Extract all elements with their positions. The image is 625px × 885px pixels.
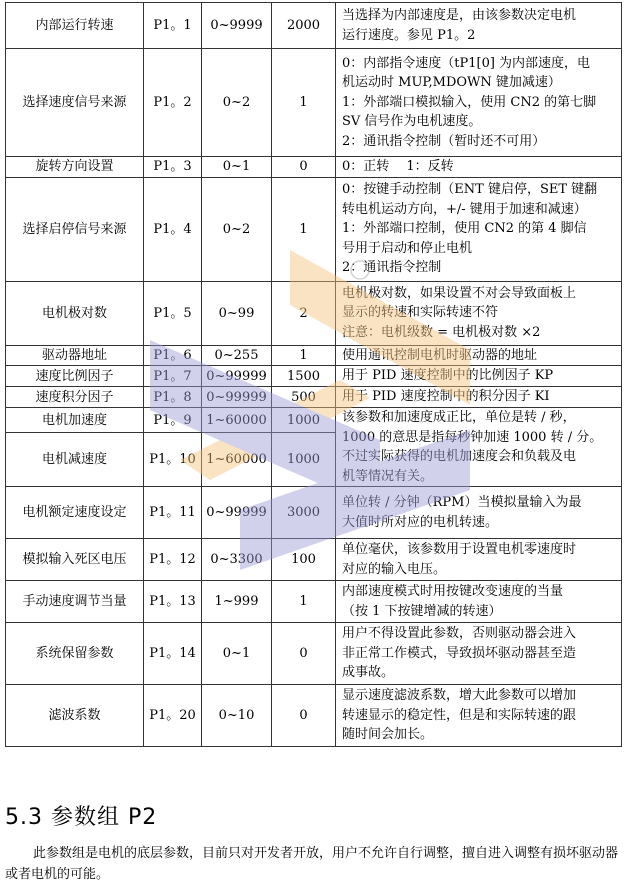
description-line: 大值时所对应的电机转速。: [342, 514, 499, 530]
description-line: 0：正转 1：反转: [342, 159, 454, 174]
table-row: [6, 281, 622, 345]
parameter-name: 滤波系数: [6, 685, 144, 747]
parameter-default: 1000: [272, 433, 336, 487]
parameter-range: 0~255: [202, 345, 272, 366]
description-line: （按 1 下按键增减的转速）: [342, 603, 502, 619]
table-row: [6, 366, 622, 387]
description-line: 运行速度。参见 P1。2: [342, 27, 476, 43]
table-row: [6, 387, 622, 408]
description-line: 转电机运动方向，+/- 键用于加速和减速）: [342, 201, 587, 217]
parameter-range: 1~60000: [202, 433, 272, 487]
parameter-default: 1500: [272, 366, 336, 387]
description-line: 显示的转速和实际转速不符: [342, 305, 499, 321]
section-heading: 5.3 参数组 P2: [5, 805, 158, 830]
parameter-range: 0~10: [202, 685, 272, 747]
parameter-name: 电机加速度: [6, 408, 144, 433]
parameter-description: [336, 281, 622, 345]
parameter-name: 手动速度调节当量: [6, 581, 144, 623]
description-line: 号用于启动和停止电机: [342, 240, 473, 256]
parameter-code: P1。7: [144, 366, 202, 387]
parameter-name: 速度积分因子: [6, 387, 144, 408]
parameter-range: 0~1: [202, 157, 272, 178]
parameter-code: P1。13: [144, 581, 202, 623]
table-row: [6, 487, 622, 539]
parameter-description: [336, 685, 622, 747]
description-line: 0：按键手动控制（ENT 键启停，SET 键翻: [342, 182, 598, 198]
parameter-name: 选择速度信号来源: [6, 49, 144, 157]
description-line: SV 信号作为电机速度。: [342, 114, 482, 130]
description-line: 不过实际获得的电机加速度会和负载及电: [342, 449, 577, 464]
parameter-default: 1: [272, 49, 336, 157]
parameter-description: [336, 487, 622, 539]
parameter-description: [336, 177, 622, 281]
parameter-code: P1。10: [144, 433, 202, 487]
parameter-name: 驱动器地址: [6, 345, 144, 366]
parameter-default: 100: [272, 539, 336, 581]
parameter-description: [336, 623, 622, 685]
table-row: [6, 408, 622, 433]
parameter-description: [336, 3, 622, 49]
parameter-range: 0~99999: [202, 487, 272, 539]
parameter-name: 电机极对数: [6, 281, 144, 345]
parameter-description: [336, 539, 622, 581]
parameter-table: [5, 2, 622, 747]
parameter-description: [336, 581, 622, 623]
description-line: 0：内部指令速度（tP1[0] 为内部速度，电: [342, 55, 591, 71]
parameter-code: P1。4: [144, 177, 202, 281]
description-line: 1：外部端口模拟输入，使用 CN2 的第七脚: [342, 94, 597, 110]
description-line: 转速显示的稳定性，但是和实际转速的跟: [342, 707, 577, 723]
table-row: [6, 345, 622, 366]
parameter-range: 0~9999: [202, 3, 272, 49]
description-line: 非正常工作模式，导致损坏驱动器甚至造: [342, 645, 577, 661]
parameter-default: 0: [272, 623, 336, 685]
parameter-code: P1。8: [144, 387, 202, 408]
parameter-default: 2000: [272, 3, 336, 49]
parameter-default: 1: [272, 177, 336, 281]
parameter-range: 0~2: [202, 177, 272, 281]
parameter-name: 旋转方向设置: [6, 157, 144, 178]
parameter-name: 电机额定速度设定: [6, 487, 144, 539]
parameter-code: P1。3: [144, 157, 202, 178]
description-line: 当选择为内部速度是，由该参数决定电机: [342, 8, 577, 23]
description-line: 电机极对数，如果设置不对会导致面板上: [342, 285, 577, 301]
parameter-code: P1。11: [144, 487, 202, 539]
table-row: [6, 157, 622, 178]
description-line: 该参数和加速度成正比，单位是转 / 秒，: [342, 410, 576, 425]
table-row: [6, 539, 622, 581]
parameter-range: 1~999: [202, 581, 272, 623]
parameter-code: P1。12: [144, 539, 202, 581]
parameter-name: 系统保留参数: [6, 623, 144, 685]
table-row: [6, 49, 622, 157]
parameter-code: P1。6: [144, 345, 202, 366]
parameter-name: 选择启停信号来源: [6, 177, 144, 281]
parameter-range: 0~2: [202, 49, 272, 157]
parameter-name: 内部运行转速: [6, 3, 144, 49]
parameter-description: [336, 157, 622, 178]
table-row: [6, 581, 622, 623]
parameter-range: 0~1: [202, 623, 272, 685]
description-line: 随时间会加长。: [342, 727, 434, 743]
description-line: 使用通讯控制电机时驱动器的地址: [342, 347, 538, 363]
parameter-default: 0: [272, 685, 336, 747]
description-line: 2：通讯指令控制: [342, 260, 442, 276]
parameter-description: [336, 49, 622, 157]
parameter-name: 速度比例因子: [6, 366, 144, 387]
description-line: 单位转 / 分钟（RPM）当模拟量输入为最: [342, 495, 582, 510]
parameter-description: [336, 387, 622, 408]
description-line: 机等情况有关。: [342, 468, 434, 484]
description-line: 显示速度滤波系数，增大此参数可以增加: [342, 688, 577, 704]
parameter-default: 1: [272, 581, 336, 623]
parameter-range: 0~3300: [202, 539, 272, 581]
parameter-default: 500: [272, 387, 336, 408]
section-paragraph: 此参数组是电机的底层参数，目前只对开发者开放，用户不允许自行调整，擅自进入调整有损坏驱动器或者电机的可能。: [5, 846, 619, 882]
parameter-default: 3000: [272, 487, 336, 539]
parameter-description: [336, 366, 622, 387]
description-line: 1：外部端口控制，使用 CN2 的第 4 脚信: [342, 221, 587, 237]
description-line: 机运动时 MUP,MDOWN 键加减速）: [342, 75, 561, 91]
table-row: [6, 623, 622, 685]
description-line: 用于 PID 速度控制中的比例因子 KP: [342, 368, 554, 384]
parameter-range: 1~60000: [202, 408, 272, 433]
description-line: 1000 的意思是指每秒钟加速 1000 转 / 分。: [342, 429, 603, 445]
parameter-default: 1000: [272, 408, 336, 433]
parameter-code: P1。14: [144, 623, 202, 685]
parameter-range: 0~99999: [202, 387, 272, 408]
description-line: 2：通讯指令控制（暂时还不可用）: [342, 133, 546, 149]
parameter-code: P1。2: [144, 49, 202, 157]
parameter-code: P1。20: [144, 685, 202, 747]
table-row: [6, 177, 622, 281]
table-row: [6, 3, 622, 49]
parameter-description-shared: [336, 408, 622, 487]
parameter-name: 模拟输入死区电压: [6, 539, 144, 581]
parameter-code: P1。5: [144, 281, 202, 345]
parameter-default: 2: [272, 281, 336, 345]
description-line: 单位毫伏，该参数用于设置电机零速度时: [342, 542, 577, 557]
description-line: 成事故。: [342, 665, 395, 681]
parameter-description: [336, 345, 622, 366]
description-line: 用于 PID 速度控制中的积分因子 KI: [342, 389, 550, 405]
table-row: [6, 685, 622, 747]
parameter-range: 0~99999: [202, 366, 272, 387]
parameter-default: 0: [272, 157, 336, 178]
description-line: 用户不得设置此参数，否则驱动器会进入: [342, 626, 577, 642]
description-line: 对应的输入电压。: [342, 561, 447, 577]
parameter-code: P1。1: [144, 3, 202, 49]
parameter-range: 0~99: [202, 281, 272, 345]
description-line: 内部速度模式时用按键改变速度的当量: [342, 584, 564, 599]
parameter-name: 电机减速度: [6, 433, 144, 487]
parameter-code: P1。9: [144, 408, 202, 433]
description-line: 注意：电机级数 = 电机极对数 ×2: [342, 324, 541, 340]
parameter-default: 1: [272, 345, 336, 366]
